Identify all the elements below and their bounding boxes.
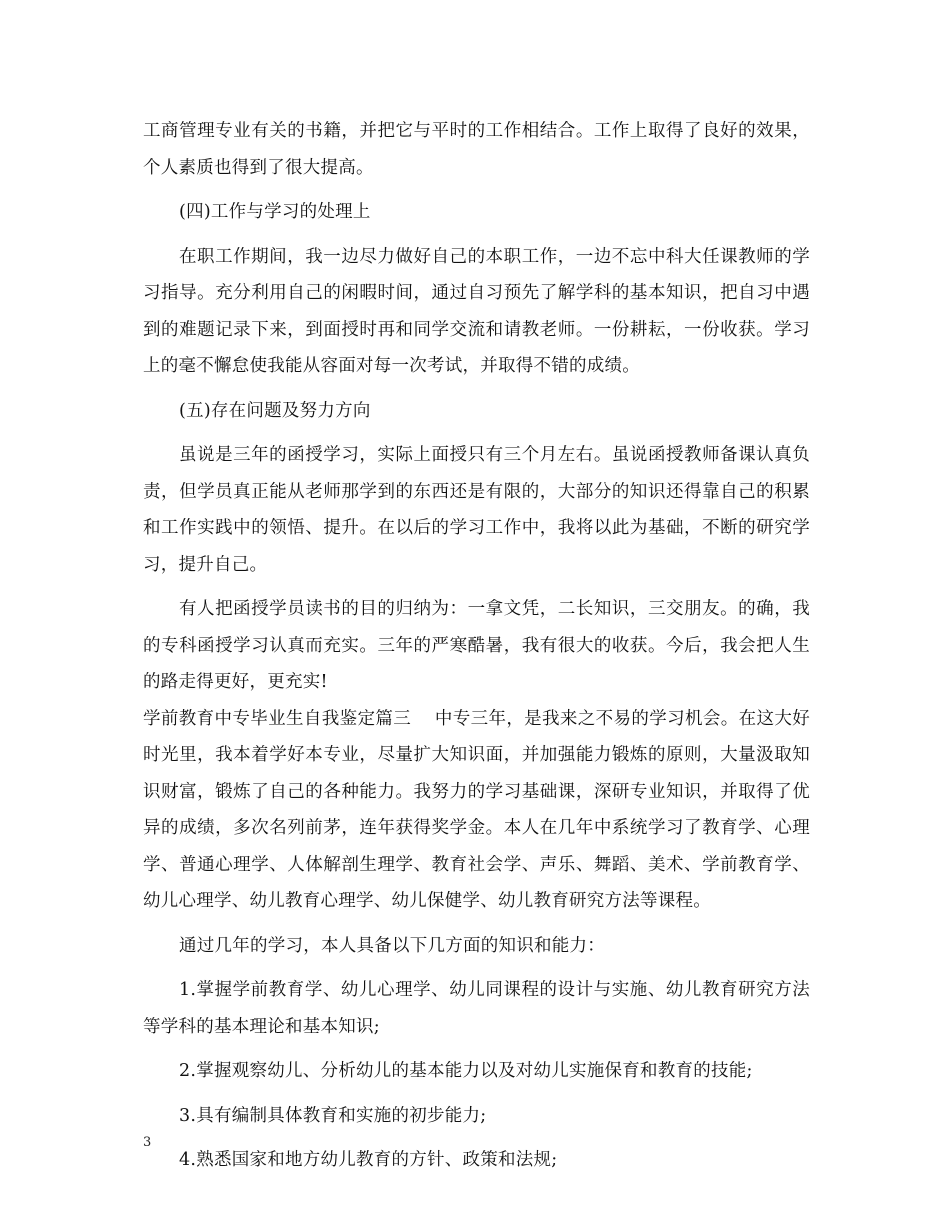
list-item-4: 4.熟悉国家和地方幼儿教育的方针、政策和法规;	[179, 1150, 558, 1170]
heading-problems-direction: (五)存在问题及努力方向	[179, 400, 371, 421]
paragraph-correspondence-learning: 虽说是三年的函授学习，实际上面授只有三个月左右。虽说函授教师备课认真负责，但学员真正能从老师那学到的东西还是有限的，大部分的知识还得靠自己的积累和工作实践中的领悟、提升。在以后的学习工作中，我将以此为基础，不断的研究学习，提升自己。	[143, 445, 810, 575]
list-item-3: 3.具有编制具体教育和实施的初步能力;	[179, 1105, 487, 1126]
paragraph-continuation: 工商管理专业有关的书籍，并把它与平时的工作相结合。工作上取得了良好的效果，个人素质也得到了很大提高。	[143, 121, 810, 178]
list-item-2: 2.掌握观察幼儿、分析幼儿的基本能力以及对幼儿实施保育和教育的技能;	[179, 1061, 753, 1081]
paragraph-study-purpose: 有人把函授学员读书的目的归纳为：一拿文凭，二长知识，三交朋友。的确，我的专科函授学习认真而充实。三年的严寒酷暑，我有很大的收获。今后，我会把人生的路走得更好，更充实!	[143, 599, 810, 692]
list-item-1: 1.掌握学前教育学、幼儿心理学、幼儿同课程的设计与实施、幼儿教育研究方法等学科的基本理论和基本知识;	[143, 980, 810, 1037]
paragraph-section-three	[143, 701, 810, 920]
section-three-body: 中专三年，是我来之不易的学习机会。在这大好时光里，我本着学好本专业，尽量扩大知识面，并加强能力锻炼的原则，大量汲取知识财富，锻炼了自己的各种能力。我努力的学习基础课，深研专业知识，并取得了优异的成绩，多次名列前茅，连年获得奖学金。本人在几年中系统学习了教育学、心理学、普通心理学、人体解剖生理学、教育社会学、声乐、舞蹈、美术、学前教育学、幼儿心理学、幼儿教育心理学、幼儿保健学、幼儿教育研究方法等课程。	[143, 708, 811, 911]
page-number: 3	[143, 1135, 152, 1150]
heading-work-study: (四)工作与学习的处理上	[179, 202, 371, 222]
paragraph-abilities-intro: 通过几年的学习，本人具备以下几方面的知识和能力：	[179, 935, 605, 956]
paragraph-study-guidance: 在职工作期间，我一边尽力做好自己的本职工作，一边不忘中科大任课教师的学习指导。充分利用自己的闲暇时间，通过自习预先了解学科的基本知识，把自习中遇到的难题记录下来，到面授时再和同学交流和请教老师。一份耕耘，一份收获。学习上的毫不懈怠使我能从容面对每一次考试，并取得不错的成绩。	[143, 246, 810, 376]
section-title: 学前教育中专毕业生自我鉴定篇三	[143, 708, 412, 729]
document-body	[143, 113, 810, 1179]
